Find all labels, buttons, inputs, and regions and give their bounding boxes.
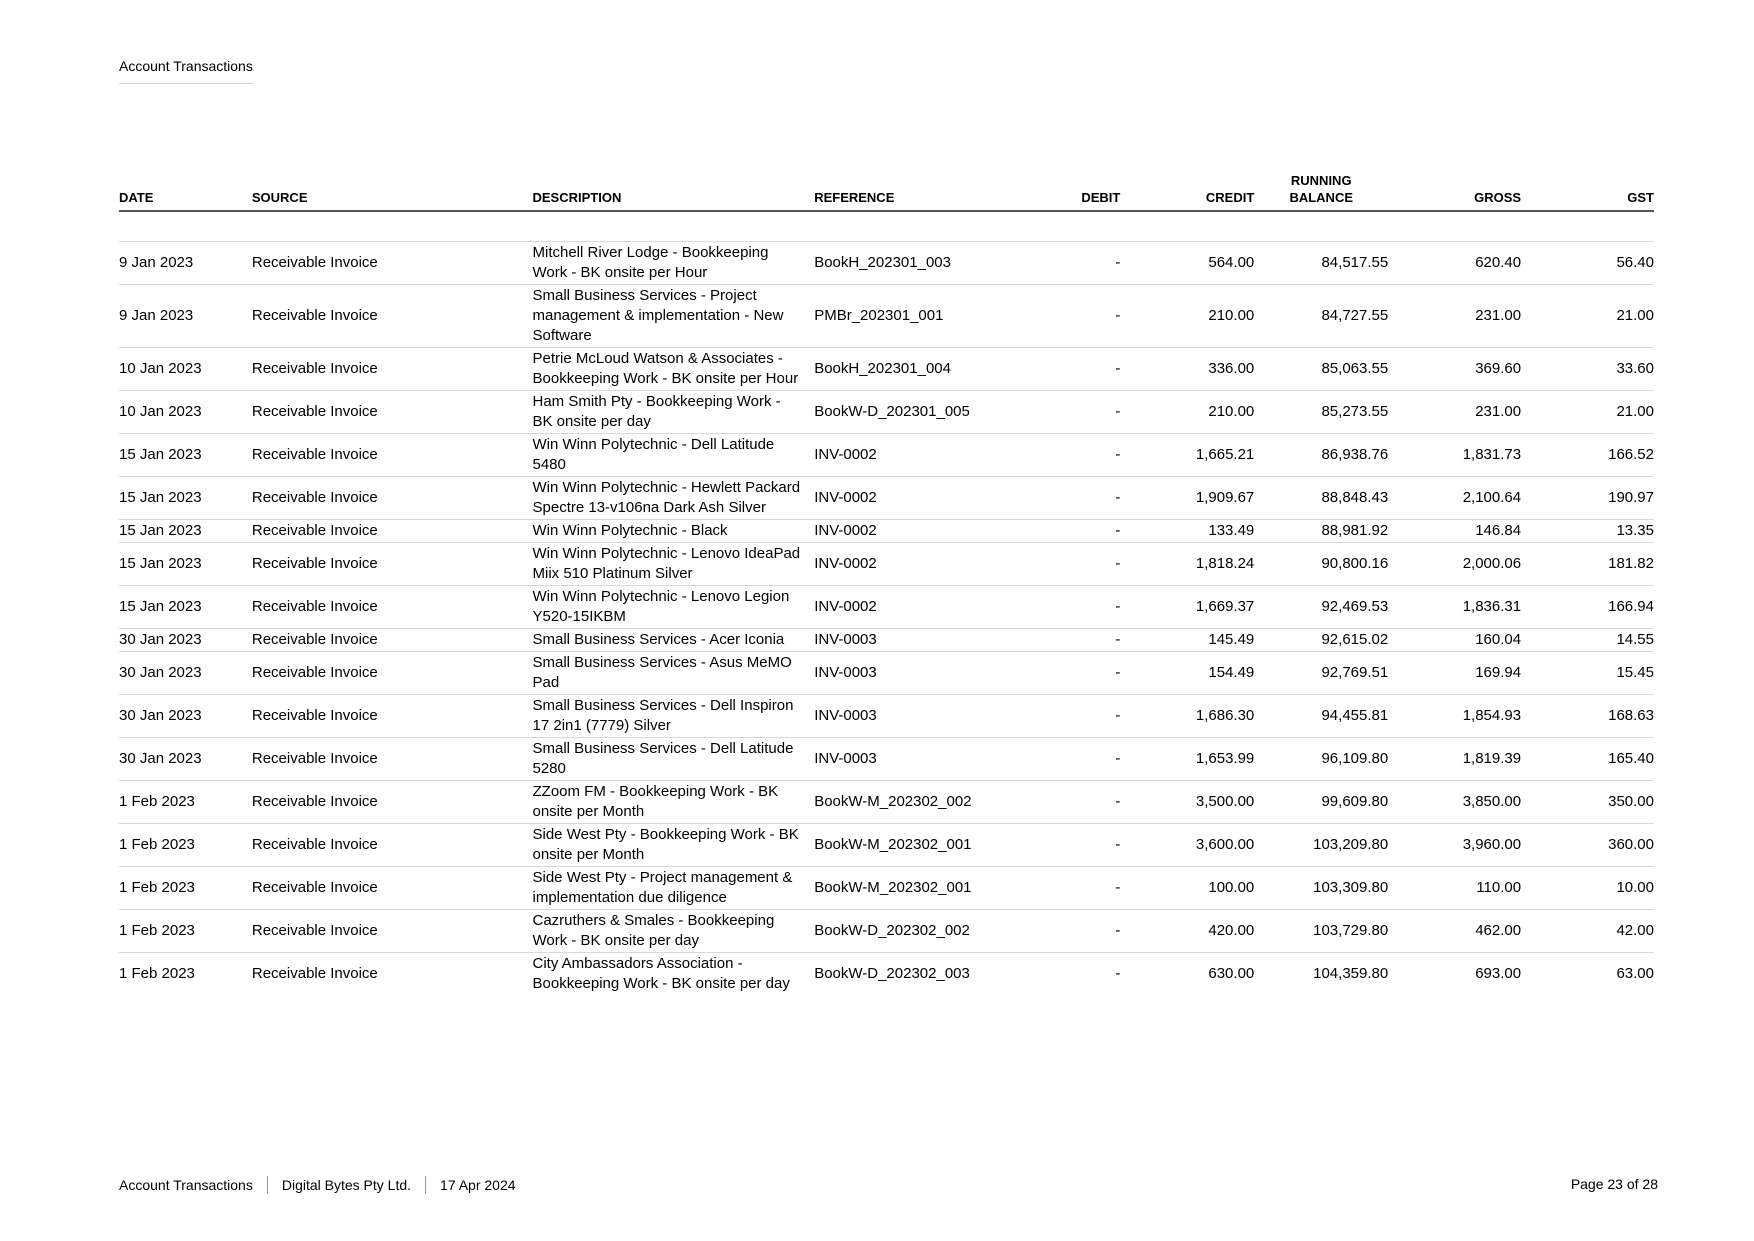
cell-date: 1 Feb 2023 (119, 867, 252, 910)
table-row (119, 867, 1654, 910)
cell-source: Receivable Invoice (252, 285, 533, 348)
cell-reference: BookW-M_202302_002 (814, 781, 1018, 824)
cell-gross: 693.00 (1475, 965, 1522, 982)
col-header-running-balance (1254, 170, 1388, 211)
cell-reference: BookW-M_202302_001 (814, 867, 1018, 910)
cell-date: 30 Jan 2023 (119, 738, 252, 781)
cell-date: 10 Jan 2023 (119, 391, 252, 434)
cell-description: Side West Pty - Project management & implementation due diligence (533, 867, 815, 910)
cell-gst: 190.97 (1521, 477, 1654, 520)
cell-running-balance: 103,309.80 (1254, 867, 1388, 910)
cell-debit: - (1018, 738, 1120, 781)
cell-date: 15 Jan 2023 (119, 543, 252, 586)
page-footer (119, 1176, 516, 1194)
cell-credit: 154.49 (1120, 652, 1254, 695)
cell-date: 1 Feb 2023 (119, 781, 252, 824)
cell-debit: - (1018, 629, 1120, 652)
cell-gross: 2,000.06 (1388, 543, 1521, 586)
col-header-description: DESCRIPTION (533, 170, 815, 211)
cell-gross: 369.60 (1388, 348, 1521, 391)
cell-source: Receivable Invoice (252, 781, 533, 824)
table-row (119, 910, 1654, 953)
cell-source: Receivable Invoice (252, 477, 533, 520)
cell-gross: 3,960.00 (1388, 824, 1521, 867)
cell-gross: 1,854.93 (1388, 695, 1521, 738)
cell-reference: INV-0002 (814, 543, 1018, 586)
cell-reference: INV-0002 (814, 477, 1018, 520)
cell-credit: 3,500.00 (1120, 781, 1254, 824)
cell-gross: 146.84 (1388, 520, 1521, 543)
cell-reference: INV-0002 (814, 586, 1018, 629)
cell-source: Receivable Invoice (252, 652, 533, 695)
table-row (119, 652, 1654, 695)
cell-running-balance: 85,273.55 (1254, 391, 1388, 434)
cell-credit: 336.00 (1120, 348, 1254, 391)
cell-source: Receivable Invoice (252, 586, 533, 629)
col-header-reference: REFERENCE (814, 170, 1018, 211)
cell-credit: 145.49 (1120, 629, 1254, 652)
cell-gst: 350.00 (1521, 781, 1654, 824)
cell-description: Small Business Services - Project management & implementation - New Software (533, 285, 815, 348)
table-row (119, 285, 1654, 348)
cell-credit: 100.00 (1120, 867, 1254, 910)
cell-debit: - (1018, 781, 1120, 824)
col-header-date: DATE (119, 170, 252, 211)
cell-debit: - (1018, 477, 1120, 520)
page-title: Account Transactions (119, 58, 253, 84)
col-header-debit: DEBIT (1018, 170, 1120, 211)
cell-reference: BookW-D_202301_005 (814, 391, 1018, 434)
col-header-credit: CREDIT (1120, 170, 1254, 211)
cell-reference: INV-0002 (814, 520, 1018, 543)
cell-date: 15 Jan 2023 (119, 586, 252, 629)
cell-description: Win Winn Polytechnic - Lenovo IdeaPad Miix 510 Platinum Silver (533, 543, 815, 586)
cell-credit: 1,686.30 (1120, 695, 1254, 738)
cell-running-balance: 99,609.80 (1254, 781, 1388, 824)
cell-date: 9 Jan 2023 (119, 242, 252, 285)
cell-date: 30 Jan 2023 (119, 652, 252, 695)
cell-date: 1 Feb 2023 (119, 824, 252, 867)
footer-company: Digital Bytes Pty Ltd. (281, 1177, 412, 1193)
cell-gst: 21.00 (1521, 391, 1654, 434)
cell-debit: - (1018, 910, 1120, 953)
cell-credit: 210.00 (1120, 391, 1254, 434)
cell-gst: 166.94 (1521, 586, 1654, 629)
table-row (119, 477, 1654, 520)
table-row (119, 242, 1654, 285)
cell-gst: 21.00 (1521, 285, 1654, 348)
table-row (119, 695, 1654, 738)
col-header-gross: GROSS (1388, 170, 1521, 211)
cell-debit: - (1018, 543, 1120, 586)
cell-debit: - (1018, 586, 1120, 629)
cell-debit: - (1115, 965, 1121, 982)
cell-date: 30 Jan 2023 (119, 629, 252, 652)
cell-credit: 210.00 (1120, 285, 1254, 348)
cell-source: Receivable Invoice (252, 629, 533, 652)
cell-reference: BookW-M_202302_001 (814, 824, 1018, 867)
cell-debit: - (1018, 434, 1120, 477)
cell-credit: 1,909.67 (1120, 477, 1254, 520)
cell-credit: 1,669.37 (1120, 586, 1254, 629)
cell-date: 30 Jan 2023 (119, 695, 252, 738)
cell-running-balance: 103,729.80 (1254, 910, 1388, 953)
table-row (119, 434, 1654, 477)
cell-gst: 360.00 (1521, 824, 1654, 867)
cell-reference: BookH_202301_004 (814, 348, 1018, 391)
cell-credit: 133.49 (1120, 520, 1254, 543)
cell-source: Receivable Invoice (252, 520, 533, 543)
cell-running-balance: 85,063.55 (1254, 348, 1388, 391)
cell-description: Petrie McLoud Watson & Associates - Bookkeeping Work - BK onsite per Hour (533, 348, 815, 391)
cell-source: Receivable Invoice (252, 867, 533, 910)
cell-reference: INV-0003 (814, 738, 1018, 781)
table-row (119, 953, 1654, 996)
cell-reference: INV-0003 (814, 629, 1018, 652)
cell-debit: - (1018, 242, 1120, 285)
cell-running-balance: 92,469.53 (1254, 586, 1388, 629)
cell-description: Cazruthers & Smales - Bookkeeping Work - BK onsite per day (533, 910, 815, 953)
cell-source: Receivable Invoice (252, 910, 533, 953)
cell-running-balance: 86,938.76 (1254, 434, 1388, 477)
cell-running-balance: 88,981.92 (1254, 520, 1388, 543)
cell-source: Receivable Invoice (251, 965, 378, 982)
cell-gross: 1,836.31 (1388, 586, 1521, 629)
cell-debit: - (1018, 824, 1120, 867)
transactions-table (119, 170, 1654, 995)
cell-gst: 13.35 (1521, 520, 1654, 543)
cell-credit: 420.00 (1120, 910, 1254, 953)
table-row (119, 348, 1654, 391)
cell-source: Receivable Invoice (252, 695, 533, 738)
footer-divider (425, 1176, 426, 1194)
cell-gst: 15.45 (1521, 652, 1654, 695)
cell-gst: 63.00 (1616, 965, 1654, 982)
cell-debit: - (1018, 695, 1120, 738)
cell-running-balance: 92,615.02 (1254, 629, 1388, 652)
cell-reference: INV-0002 (814, 434, 1018, 477)
table-row (119, 543, 1654, 586)
cell-running-balance: 90,800.16 (1254, 543, 1388, 586)
cell-date: 15 Jan 2023 (119, 520, 252, 543)
cell-description: Side West Pty - Bookkeeping Work - BK onsite per Month (533, 824, 815, 867)
cell-running-balance: 84,727.55 (1254, 285, 1388, 348)
cell-date: 15 Jan 2023 (119, 477, 252, 520)
cell-source: Receivable Invoice (252, 543, 533, 586)
cell-reference: BookW-D_202302_002 (814, 910, 1018, 953)
cell-date: 15 Jan 2023 (119, 434, 252, 477)
cell-gross: 169.94 (1388, 652, 1521, 695)
cell-reference: INV-0003 (814, 695, 1018, 738)
cell-running-balance: 94,455.81 (1254, 695, 1388, 738)
cell-description: City Ambassadors Association - Bookkeeping Work - BK onsite per day (532, 955, 790, 992)
cell-date: 10 Jan 2023 (119, 348, 252, 391)
col-header-gst: GST (1521, 170, 1654, 211)
cell-description: ZZoom FM - Bookkeeping Work - BK onsite per Month (533, 781, 815, 824)
cell-credit: 1,653.99 (1120, 738, 1254, 781)
cell-description: Ham Smith Pty - Bookkeeping Work - BK onsite per day (533, 391, 815, 434)
cell-gst: 14.55 (1521, 629, 1654, 652)
cell-gross: 110.00 (1388, 867, 1521, 910)
cell-credit: 564.00 (1120, 242, 1254, 285)
table-header-row (119, 170, 1654, 211)
cell-description: Small Business Services - Dell Latitude 5280 (533, 738, 815, 781)
cell-source: Receivable Invoice (252, 348, 533, 391)
cell-gst: 56.40 (1521, 242, 1654, 285)
cell-debit: - (1018, 652, 1120, 695)
cell-credit: 1,665.21 (1120, 434, 1254, 477)
cell-gross: 2,100.64 (1388, 477, 1521, 520)
cell-description: Small Business Services - Acer Iconia (533, 629, 815, 652)
table-spacer-row (119, 211, 1654, 242)
cell-description: Small Business Services - Dell Inspiron 17 2in1 (7779) Silver (533, 695, 815, 738)
cell-running-balance: 103,209.80 (1254, 824, 1388, 867)
cell-gross: 462.00 (1388, 910, 1521, 953)
cell-description: Small Business Services - Asus MeMO Pad (533, 652, 815, 695)
cell-date: 1 Feb 2023 (119, 910, 252, 953)
cell-reference: PMBr_202301_001 (814, 285, 1018, 348)
cell-date: 9 Jan 2023 (119, 285, 252, 348)
cell-description: Win Winn Polytechnic - Lenovo Legion Y520-15IKBM (533, 586, 815, 629)
cell-credit: 1,818.24 (1120, 543, 1254, 586)
table-row (119, 520, 1654, 543)
cell-debit: - (1018, 348, 1120, 391)
cell-source: Receivable Invoice (252, 824, 533, 867)
table-row (119, 738, 1654, 781)
cell-debit: - (1018, 867, 1120, 910)
cell-gst: 165.40 (1521, 738, 1654, 781)
cell-gross: 231.00 (1388, 285, 1521, 348)
cell-source: Receivable Invoice (252, 738, 533, 781)
cell-debit: - (1018, 520, 1120, 543)
cell-gst: 168.63 (1521, 695, 1654, 738)
table-row (119, 391, 1654, 434)
cell-source: Receivable Invoice (252, 391, 533, 434)
footer-divider (267, 1176, 268, 1194)
cell-credit: 3,600.00 (1120, 824, 1254, 867)
cell-debit: - (1018, 391, 1120, 434)
cell-gst: 166.52 (1521, 434, 1654, 477)
cell-reference: INV-0003 (814, 652, 1018, 695)
cell-gst: 42.00 (1521, 910, 1654, 953)
cell-gross: 160.04 (1388, 629, 1521, 652)
cell-gross: 1,831.73 (1388, 434, 1521, 477)
cell-running-balance: 96,109.80 (1254, 738, 1388, 781)
col-header-running-line2: BALANCE (1289, 190, 1354, 205)
cell-gross: 3,850.00 (1388, 781, 1521, 824)
col-header-source: SOURCE (252, 170, 533, 211)
cell-running-balance: 88,848.43 (1254, 477, 1388, 520)
cell-description: Win Winn Polytechnic - Dell Latitude 5480 (533, 434, 815, 477)
cell-gross: 620.40 (1388, 242, 1521, 285)
cell-running-balance: 92,769.51 (1254, 652, 1388, 695)
cell-gst: 181.82 (1521, 543, 1654, 586)
cell-description: Mitchell River Lodge - Bookkeeping Work - BK onsite per Hour (533, 242, 815, 285)
col-header-running-line1: RUNNING (1290, 173, 1352, 188)
cell-source: Receivable Invoice (252, 434, 533, 477)
cell-description: Win Winn Polytechnic - Black (533, 520, 815, 543)
cell-running-balance: 104,359.80 (1313, 965, 1389, 982)
table-row (119, 824, 1654, 867)
table-row (119, 586, 1654, 629)
cell-gross: 1,819.39 (1388, 738, 1521, 781)
cell-credit: 630.00 (1208, 965, 1255, 982)
cell-reference: BookW-D_202302_003 (814, 965, 970, 982)
cell-gst: 10.00 (1521, 867, 1654, 910)
cell-debit: - (1018, 285, 1120, 348)
cell-description: Win Winn Polytechnic - Hewlett Packard Spectre 13-v106na Dark Ash Silver (533, 477, 815, 520)
cell-source: Receivable Invoice (252, 242, 533, 285)
cell-running-balance: 84,517.55 (1254, 242, 1388, 285)
footer-date: 17 Apr 2024 (440, 1177, 516, 1193)
table-row (119, 629, 1654, 652)
page-number: Page 23 of 28 (1570, 1176, 1658, 1192)
transactions-body (119, 211, 1654, 995)
cell-gst: 33.60 (1521, 348, 1654, 391)
cell-gross: 231.00 (1388, 391, 1521, 434)
cell-reference: BookH_202301_003 (814, 242, 1018, 285)
cell-date: 1 Feb 2023 (119, 965, 195, 982)
table-row (119, 781, 1654, 824)
footer-report-name: Account Transactions (119, 1177, 253, 1193)
